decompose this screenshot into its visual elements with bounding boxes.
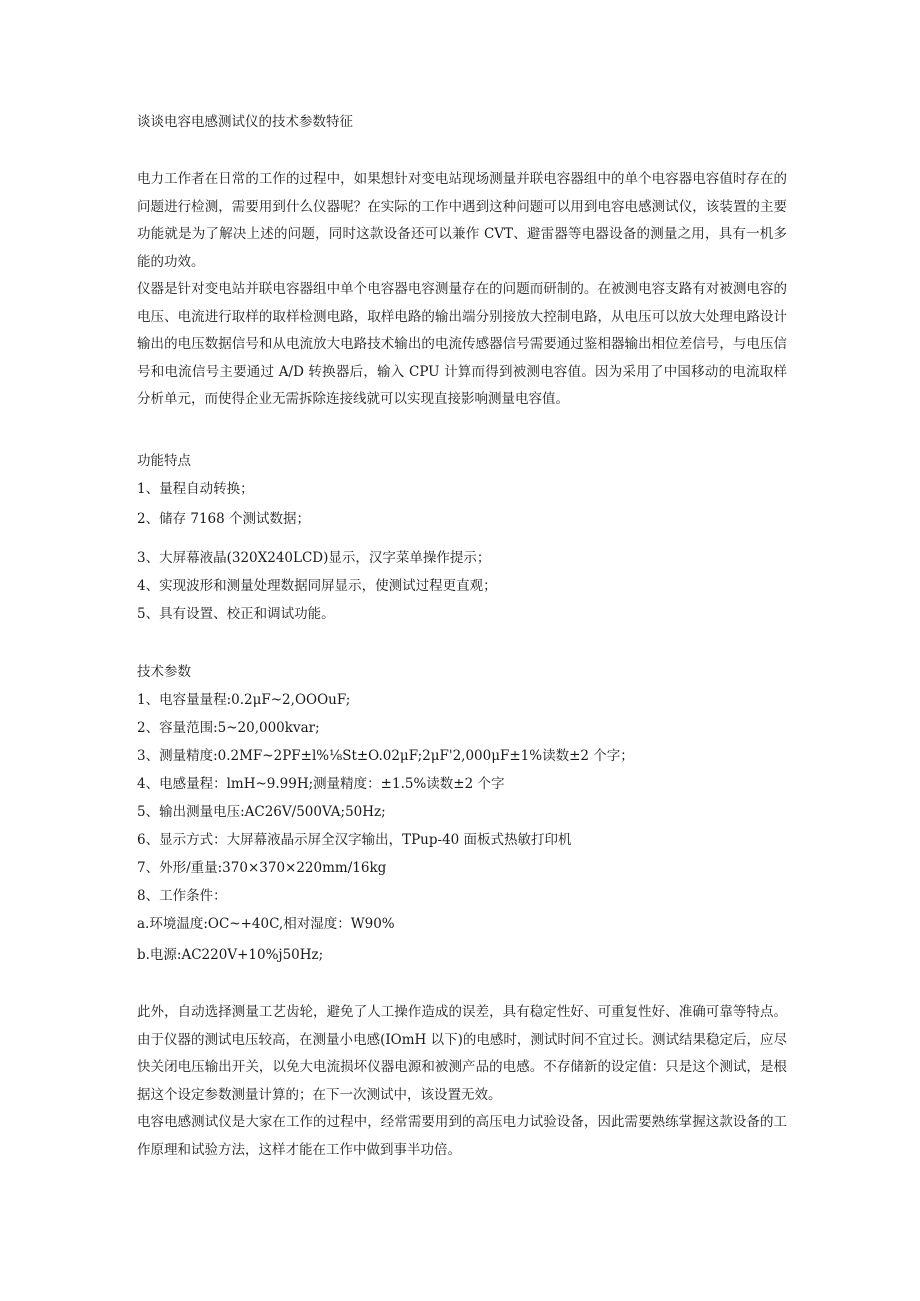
spec-item: b.电源:AC220V+10%j50Hz;: [137, 947, 324, 963]
intro-paragraph-2: 仪器是针对变电站并联电容器组中单个电容器电容测量存在的问题而研制的。在被测电容支路有对被测电容的电压、电流进行取样的取样检测电路，取样电路的输出端分别接放大控制电路，从电压可以放大处理电路设计输出的电压数据信号和从电流放大电路技术输出的电流传感器信号需要通过鉴相器输出相位差信号，与电压信号和电流信号主要通过 A/D 转换器后，输入 CPU 计算而得到被测电容值。因为采用了中国移动的电流取样分析单元，而使得企业无需拆除连接线就可以实现直接影响测量电容值。: [137, 281, 787, 407]
feature-item: 3、大屏幕液晶(320X240LCD)显示，汉字菜单操作提示；: [137, 550, 491, 566]
closing-paragraph-2: 电容电感测试仪是大家在工作的过程中，经常需要用到的高压电力试验设备，因此需要熟练掌握这款设备的工作原理和试验方法，这样才能在工作中做到事半功倍。: [137, 1114, 787, 1158]
feature-item: 2、储存 7168 个测试数据；: [137, 511, 311, 527]
spec-item: a.环境温度:OC~+40C,相对湿度：W90%: [137, 916, 395, 932]
feature-item: 4、实现波形和测量处理数据同屏显示，使测试过程更直观；: [137, 578, 497, 594]
specs-heading: 技术参数: [137, 664, 191, 680]
feature-item: 1、量程自动转换；: [137, 481, 254, 497]
spec-item: 3、测量精度:0.2MF~2PF±l%⅛St±O.02μF;2μF'2,000μF±1%读数±2 个字；: [137, 748, 634, 764]
spec-item: 4、电感量程：lmH~9.99H;测量精度：±1.5%读数±2 个字: [137, 776, 505, 792]
spec-item: 7、外形/重量:370×370×220mm/16kg: [137, 860, 387, 876]
document-title: 谈谈电容电感测试仪的技术参数特征: [137, 114, 353, 130]
spec-item: 8、工作条件：: [137, 888, 227, 904]
spec-item: 2、容量范围:5~20,000kvar;: [137, 720, 320, 736]
intro-paragraph-1: 电力工作者在日常的工作的过程中，如果想针对变电站现场测量并联电容器组中的单个电容器电容值时存在的问题进行检测，需要用到什么仪器呢？在实际的工作中遇到这种问题可以用到电容电感测试仪，该装置的主要功能就是为了解决上述的问题，同时这款设备还可以兼作 CVT、避雷器等电器设备的测量之用，具有一机多能的功效。: [137, 171, 787, 270]
closing-paragraph-1: 此外，自动选择测量工艺齿轮，避免了人工操作造成的误差，具有稳定性好、可重复性好、准确可靠等特点。由于仪器的测试电压较高，在测量小电感(IOmH 以下)的电感时，测试时间不宜过长。测试结果稳定后，应尽快关闭电压输出开关，以免大电流损坏仪器电源和被测产品的电感。不存储新的设定值：只是这个测试，是根据这个设定参数测量计算的；在下一次测试中，该设置无效。: [137, 1004, 787, 1103]
feature-item: 5、具有设置、校正和调试功能。: [137, 606, 335, 622]
spec-item: 6、显示方式：大屏幕液晶示屏全汉字输出，TPup-40 面板式热敏打印机: [137, 832, 572, 848]
spec-item: 5、输出测量电压:AC26V/500VA;50Hz;: [137, 804, 386, 820]
features-heading: 功能特点: [137, 453, 191, 469]
spec-item: 1、电容量量程:0.2μF~2,OOOuF;: [137, 692, 351, 708]
